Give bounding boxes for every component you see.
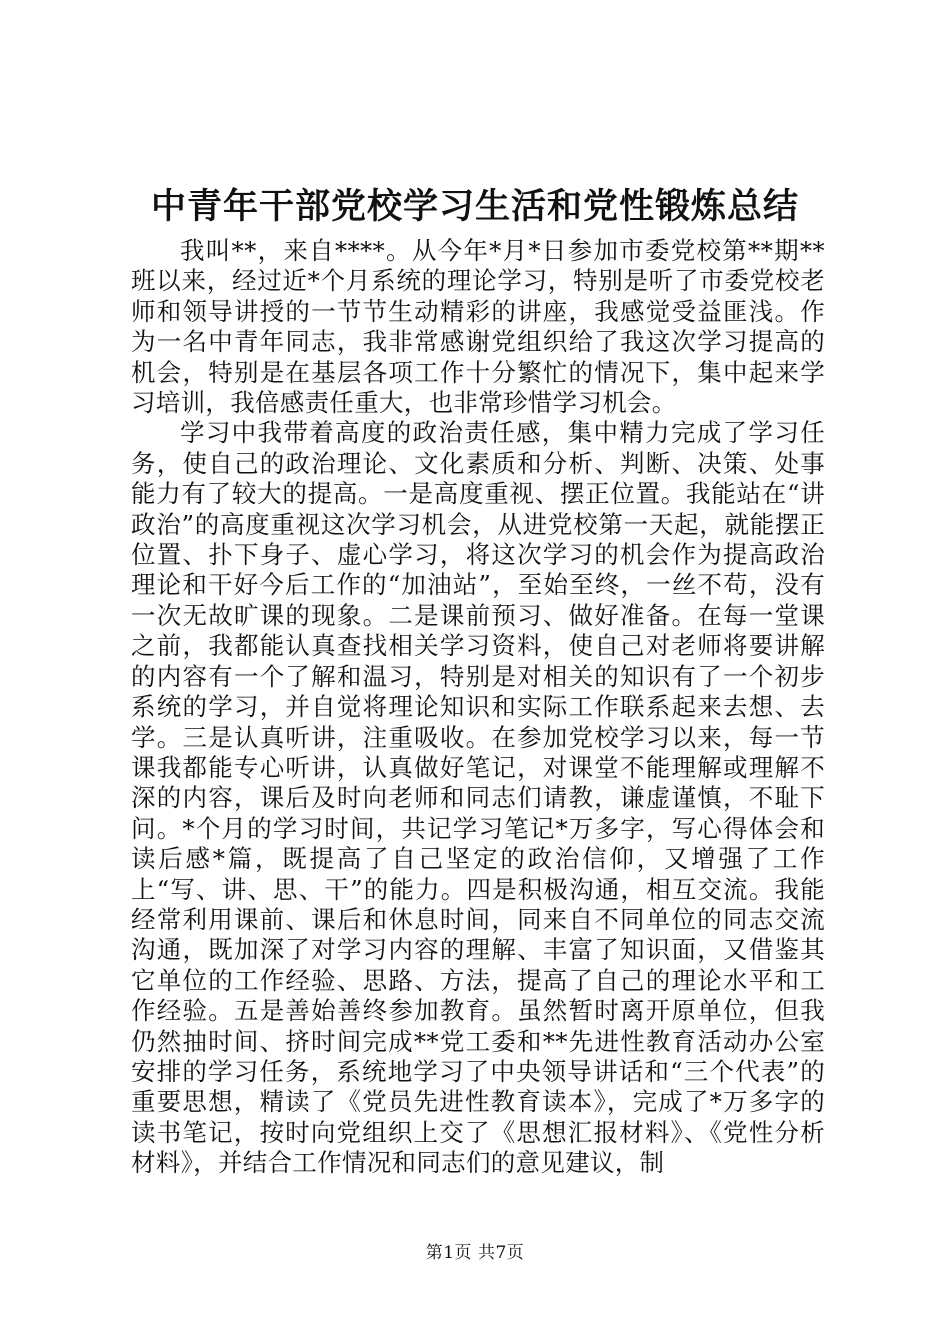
page-number-footer: 第1页 共7页 bbox=[425, 1243, 525, 1263]
document-body bbox=[131, 236, 825, 1179]
paragraph-study: 学习中我带着高度的政治责任感，集中精力完成了学习任务，使自己的政治理论、文化素质和分析、判断、决策、处事能力有了较大的提高。一是高度重视、摆正位置。我能站在“讲政治”的高度重视这次学习机会，从进党校第一天起，就能摆正位置、扑下身子、虚心学习，将这次学习的机会作为提高政治理论和干好今后工作的“加油站”，至始至终，一丝不苟，没有一次无故旷课的现象。二是课前预习、做好准备。在每一堂课之前，我都能认真查找相关学习资料，使自己对老师将要讲解的内容有一个了解和温习，特别是对相关的知识有了一个初步系统的学习，并自觉将理论知识和实际工作联系起来去想、去学。三是认真听讲，注重吸收。在参加党校学习以来，每一节课我都能专心听讲，认真做好笔记，对课堂不能理解或理解不深的内容，课后及时向老师和同志们请教，谦虚谨慎，不耻下问。*个月的学习时间，共记学习笔记*万多字，写心得体会和读后感*篇，既提高了自己坚定的政治信仰，又增强了工作上“写、讲、思、干”的能力。四是积极沟通，相互交流。我能经常利用课前、课后和休息时间，同来自不同单位的同志交流沟通，既加深了对学习内容的理解、丰富了知识面，又借鉴其它单位的工作经验、思路、方法，提高了自己的理论水平和工作经验。五是善始善终参加教育。虽然暂时离开原单位，但我仍然抽时间、挤时间完成**党工委和**先进性教育活动办公室安排的学习任务，系统地学习了中央领导讲话和“三个代表”的重要思想，精读了《党员先进性教育读本》，完成了*万多字的读书笔记，按时向党组织上交了《思想汇报材料》、《党性分析材料》，并结合工作情况和同志们的意见建议，制 bbox=[131, 418, 826, 1178]
paragraph-intro: 我叫**，来自****。从今年*月*日参加市委党校第**期**班以来，经过近*个月系统的理论学习，特别是听了市委党校老师和领导讲授的一节节生动精彩的讲座，我感觉受益匪浅。作为一名中青年同志，我非常感谢党组织给了我这次学习提高的机会，特别是在基层各项工作十分繁忙的情况下，集中起来学习培训，我倍感责任重大，也非常珍惜学习机会。 bbox=[131, 236, 825, 418]
page-title: 中青年干部党校学习生活和党性锻炼总结 bbox=[150, 186, 799, 227]
